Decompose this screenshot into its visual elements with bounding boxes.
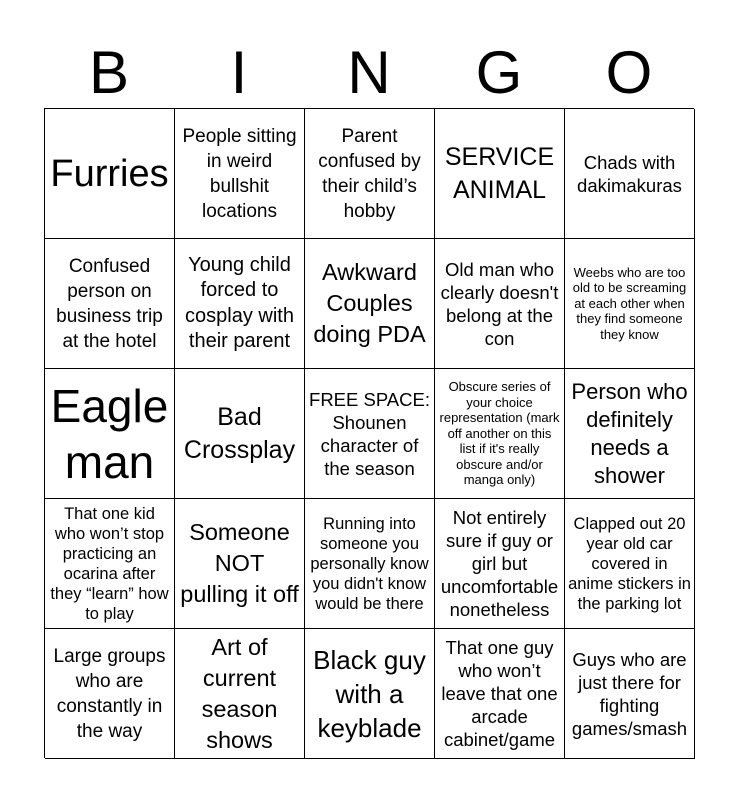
cell-text: Weebs who are too old to be screaming at each other when they find someone they know: [572, 264, 687, 342]
bingo-cell[interactable]: [45, 239, 175, 369]
cell-text: Young child forced to cosplay with their parent: [185, 253, 294, 352]
cell-text: Bad Crossplay: [183, 402, 296, 464]
bingo-cell[interactable]: [175, 109, 305, 239]
header-letter-g: G: [475, 39, 523, 106]
cell-text: Large groups who are constantly in the way: [53, 645, 166, 742]
header-letter-o: O: [605, 39, 653, 106]
bingo-cell[interactable]: [45, 629, 175, 759]
bingo-cell[interactable]: [565, 629, 695, 759]
cell-text: SERVICE ANIMAL: [444, 142, 555, 204]
bingo-cell[interactable]: [435, 109, 565, 239]
cell-text: Eagle man: [50, 379, 169, 488]
bingo-cell[interactable]: [305, 629, 435, 759]
bingo-cell[interactable]: [305, 239, 435, 369]
cell-text: That one guy who won’t leave that one arcade cabinet/game: [441, 637, 558, 750]
bingo-cell[interactable]: [435, 239, 565, 369]
cell-text: People sitting in weird bullshit locations: [182, 125, 297, 222]
bingo-cell[interactable]: [565, 239, 695, 369]
header-letter-b: B: [88, 39, 130, 106]
bingo-cell[interactable]: [175, 499, 305, 629]
cell-text: Running into someone you personally know you didn't know would be there: [310, 514, 429, 613]
free-space-cell[interactable]: [305, 369, 435, 499]
bingo-cell[interactable]: [435, 369, 565, 499]
cell-text: That one kid who won’t stop practicing an ocarina after they “learn” how to play: [50, 504, 169, 623]
cell-text: Old man who clearly doesn't belong at the con: [440, 258, 559, 349]
cell-text: Obscure series of your choice representation (mark off another on this list if it's really obscure and/or manga only): [439, 379, 560, 488]
cell-text: Someone NOT pulling it off: [180, 519, 299, 607]
bingo-cell[interactable]: [565, 499, 695, 629]
bingo-cell[interactable]: [565, 369, 695, 499]
cell-text: Black guy with a keyblade: [313, 644, 426, 743]
bingo-cell[interactable]: [565, 109, 695, 239]
bingo-header: [44, 40, 694, 106]
cell-text: Confused person on business trip at the hotel: [56, 255, 163, 352]
cell-text: Art of current season shows: [201, 633, 278, 753]
cell-text: Chads with dakimakuras: [577, 151, 682, 196]
bingo-cell[interactable]: [175, 629, 305, 759]
cell-text: Awkward Couples doing PDA: [313, 259, 426, 347]
bingo-cell[interactable]: [175, 369, 305, 499]
cell-text: Person who definitely needs a shower: [571, 378, 688, 488]
bingo-cell[interactable]: [435, 499, 565, 629]
cell-text: FREE SPACE: Shounen character of the season: [309, 388, 430, 479]
bingo-grid: [44, 108, 694, 758]
bingo-cell[interactable]: [305, 109, 435, 239]
cell-text: Clapped out 20 year old car covered in anime stickers in the parking lot: [568, 514, 691, 613]
bingo-cell[interactable]: [45, 369, 175, 499]
header-letter-n: N: [347, 39, 391, 106]
cell-text: Guys who are just there for fighting games/smash: [571, 648, 688, 739]
cell-text: Furries: [50, 152, 169, 195]
bingo-cell[interactable]: [45, 499, 175, 629]
cell-text: Not entirely sure if guy or girl but uncomfortable nonetheless: [440, 507, 559, 620]
bingo-cell[interactable]: [175, 239, 305, 369]
bingo-cell[interactable]: [45, 109, 175, 239]
bingo-cell[interactable]: [305, 499, 435, 629]
bingo-cell[interactable]: [435, 629, 565, 759]
cell-text: Parent confused by their child’s hobby: [318, 125, 421, 222]
header-letter-i: I: [230, 39, 248, 106]
